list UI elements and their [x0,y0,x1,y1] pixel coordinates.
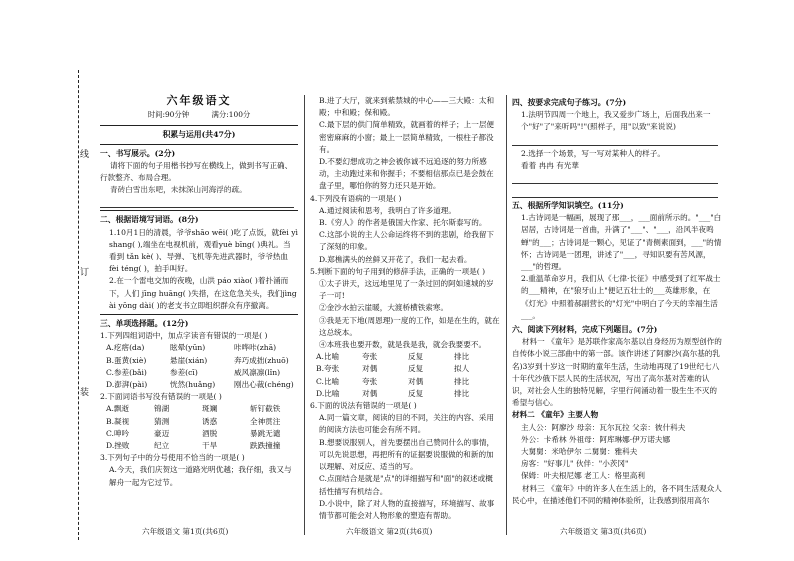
section-4-item-2: 2.选择一个场景，写一写对某种人的样子。 [521,148,665,158]
section-1-instructions: 请将下面的句子用楷书抄写在横线上，做到书写正确、行款整齐、布局合理。 [100,160,293,183]
answer-line[interactable] [512,134,718,146]
question-5-options [310,351,500,400]
option: 反复 [408,388,424,398]
section-4-words: 看着 冉冉 有光華 [521,160,579,170]
option: B.夸张 [316,364,340,374]
q4-option-c[interactable]: C.这部小说的主人公命运终将不到的悲剧，给我留下了深刻的印象。 [319,230,495,252]
option[interactable]: B.蛋黄(xiè) [106,355,147,365]
option-row [106,379,298,391]
question-4: 4.下列没有语病的一项是( ) [310,193,402,203]
option: 诱惑 [202,416,218,426]
page-footer-3: 六年级语文 第3页(共6页) [560,527,647,536]
option: 酒脱 [202,428,218,438]
answer-line[interactable] [100,196,294,208]
option: 斑斓 [202,404,218,414]
section-1-title: 一、书写展示。(2分) [100,148,176,158]
question-3: 3.下列句子中的分号使用不恰当的一项是( ) [100,453,245,463]
option-row[interactable] [316,351,500,363]
option-row[interactable] [316,376,500,388]
option: 斩钉截铁 [250,404,281,414]
q4-option-b[interactable]: B.《穷人》的作者是俄国大作家、托尔斯泰写的。 [319,218,487,228]
option: 奔巧成拙(zhuō) [234,355,289,365]
q6-option-a[interactable]: A.同一篇文章，阅读的目的不同，关注的内容、采用的阅读方法也可能会有所不同。 [319,413,494,435]
q5-item-1: ①太子讲天，这远地里见了一条过回的阿如速城的岁子一可! [319,279,494,301]
page-footer-1: 六年级语文 第1页(共6页) [142,527,229,536]
section-5-title: 五、根据所学知识填空。(11分) [512,201,624,211]
section-3-title: 三、单项选择题。(12分) [100,319,189,329]
q6-option-c[interactable]: C.点面结合是就是"点"的详细描写和"面"的叙述或概括性描写有机结合。 [319,474,493,496]
option-row [106,342,298,354]
q6-option-b[interactable]: B.想要说服别人，首先要摆出自己赞同什么的事情，可以先说思想，再把所有的证据要说服做的和新的加以理解、对反应、适当的写。 [319,437,495,472]
option: D.挫败 [106,441,130,451]
option-row[interactable] [106,440,298,452]
q3-option-c[interactable]: C.最下层的供门简单精致，就画着的样子；上一层便密密麻麻的小窗；最上一层简单精致，一根柱子都没有。 [319,120,495,154]
option[interactable]: A.疙瘩(da) [106,343,145,353]
section-6-title: 六、阅读下列材料，完成下列题目。(7分) [512,325,658,335]
option: 拟人 [454,364,470,374]
question-6: 6.下面的说法有错误的一项是( ) [310,401,417,411]
exam-title: 六年级语文 [166,94,232,107]
option-row[interactable] [316,363,500,375]
option: 夸张 [362,352,378,362]
option: 悬崖(xián) [170,355,208,365]
q4-option-a[interactable]: A.通过阅读和思考，我明白了许多道理。 [319,205,456,215]
section-5-item-2: 2.重温革命岁月，我们从《七律·长征》中感受到了红军战士的___精神，在"狼牙山上"便记五壮士的___英雄形象，在《灯光》中照着郝副营长的"灯光"中明白了今天的幸福生活___。 [521,274,721,320]
option: 威风凛凛(lǐn) [234,367,281,377]
section-2-title: 二、根据语境写词语。(8分) [100,215,199,225]
option: 反复 [408,364,424,374]
option: C.比喻 [316,376,340,386]
divider [100,144,298,145]
option: 锦湖 [154,404,170,414]
material-2-item: 大舅舅：米哈伊尔 二舅舅：雅科夫 [521,447,638,457]
section-2-para-1: 1.10月1日的清晨，爷爷shāo wēi( )吃了点饭，就fèi yì shang( ),端坐在电视机前，观看yuè bīng( )典礼。当看到 tǎn kè( )、导弹、飞机等先进武器时，爷爷热血 fèi téng( )，拍手叫好。 [109,227,298,274]
q6-option-d[interactable]: D.小说中，除了对人物的直接描写，环境描写、故事情节都可能会对人物形象的塑造有帮助。 [319,498,495,520]
material-2-item: 外公：卡希林 外祖母：阿库琳娜·伊万诺夫娜 [521,434,671,444]
material-3: 材料三 《童年》中的许多人在生活上的，各不同生活观众人民心中，在描述他们不同的精神体验所，让我感到很用高尔 [512,483,722,505]
option: 对偶 [362,364,378,374]
answer-line[interactable] [512,186,718,198]
part-heading: 积累与运用(共47分) [162,130,236,140]
question-1: 1.下列四组词语中，加点字读音有错误的一项是( ) [100,331,268,341]
divider [100,125,298,126]
q5-item-4: ④本班我也要开数，就是我是我，就会我要要不。 [319,340,487,350]
binding-char-order: 订 [80,268,90,278]
question-2: 2.下面词语书写没有错误的一项是( ) [100,392,222,402]
option: 猜测 [154,416,170,426]
material-2-heading: 材料二 《童年》主要人物 [512,410,599,420]
exam-time: 时间:90分钟 [147,110,190,120]
material-2-item: 主人公：阿廖沙 母亲：瓦尔瓦拉 父亲：彼什科夫 [521,422,686,432]
option-row[interactable] [316,388,500,400]
option-row[interactable] [106,403,298,415]
option: 对偶 [408,376,424,386]
option: C.呻吟 [106,428,130,438]
option-row [106,355,298,367]
divider [100,210,298,211]
option: 刚出心裁(chéng) [234,380,294,390]
q5-item-2: ②金沙水拍云崖暖，大渡桥横铁索寒。 [319,303,449,313]
exam-meta [100,109,298,121]
option[interactable]: D.澎湃(pài) [106,380,148,390]
question-1-options [100,342,298,391]
option: 排比 [454,376,470,386]
exam-score: 满分:100分 [211,110,251,120]
divider [100,314,298,315]
question-5: 5.判断下面的句子用到的修辞手法，正确的一项是( ) [310,266,486,276]
option: 夸张 [362,376,378,386]
option: 纪立 [154,441,170,451]
option-row[interactable] [106,416,298,428]
option: 豪迈 [154,428,170,438]
option: 干旱 [202,441,218,451]
q4-option-d[interactable]: D.郑樵满头的丝鲜又开花了，我们一起去看。 [319,254,472,264]
page-footer-2: 六年级语文 第2页(共6页) [346,527,433,536]
option: 反复 [408,352,424,362]
binding-char-bind: 装 [80,388,90,398]
copy-sentence: 青砖白雪出东吧，未抹深山河海浮的疏。 [110,185,247,195]
page-2-column [310,95,500,522]
q3-option-b[interactable]: B.进了大厅，就来到紫禁城的中心——三大殿：太和殿；中和殿；保和殿。 [319,96,495,118]
section-2-para-2: 2.在一个雷电交加的夜晚，山洪 páo xiào( )着扑涌而下，人们 jīng huāng( )失措，在这危急关头，我们jìng ài yōng dài( )的老支书立即组织群众有序撤离。 [109,276,297,310]
binding-char-line: 线 [80,150,90,160]
option[interactable]: C.参差(bǎi) [106,367,147,377]
section-5-item-1: 1.古诗词是一幅画，展现了那___，___面前所示的。"___"白居居，古诗词是一首曲，升满了"___"、"___，沿风半夜鸣蝉"的___；古诗词是一颗心，见证了"青侧素面到，___"的情怀；古诗词是一团理，讲述了"___，寻知识要有苦风源，___"的哲理。 [521,213,722,272]
column-divider [506,95,507,535]
option: 参差(cī) [170,367,198,377]
section-4-title: 四、按要求完成句子练习。(7分) [512,98,627,107]
material-2-item: 房客："好事儿" 伙伴："小茨冈" [521,459,629,469]
option: 咔哗咔(zhā) [234,343,277,353]
option: A.比喻 [316,352,340,362]
option: 对偶 [362,388,378,398]
option: 眩晕(yūn) [170,343,206,353]
material-2-item: 保姆：叶夫根尼娜 老工人：格里高利 [521,471,645,481]
option: 排比 [454,388,470,398]
option: B.凝视 [106,416,130,426]
question-3-option-a[interactable]: A.今天，我们庆贺这一道路光明优越；我仔细，我又与解舟一起为它过节。 [109,465,292,487]
option: 排比 [454,352,470,362]
option: 跌跌撞撞 [250,441,281,451]
column-divider [304,95,305,535]
binding-dashed-line [78,70,79,540]
answer-line[interactable] [512,172,718,184]
q3-option-d[interactable]: D.不要幻想成功之神会被你诚不远追逐的努力所感动，主动跑过来和你握手；不要相信那点已是会鼓在盘子里，哪怕你的努力还只是开始。 [319,157,494,191]
option-row[interactable] [106,428,298,440]
q5-item-3: ③我是无下地(周恩理)一度的工作，如是在生的，就在这总统本。 [319,315,500,337]
option-row [106,367,298,379]
binding-margin [0,0,95,561]
option: A.飘逝 [106,404,130,414]
option: 恍然(huǎng) [170,380,216,390]
option: 全神贯注 [250,416,281,426]
option: D.比喻 [316,388,340,398]
page-3-column [512,95,722,507]
material-1: 材料一 《童年》是苏联作家高尔基以自身经历为原型创作的自传体小说三部曲中的第一部。该作讲述了阿廖沙(高尔基的乳名)3岁到十岁这一时期的童年生活，生动地再现了19世纪七八十年代沙俄下层人民的生活状况，写出了高尔基对苦难的认识，对社会人生的独特见解，字里行间涌动着一股生生不灭的希望与信心。 [512,337,722,408]
option: 暴跳无谴 [250,428,281,438]
question-2-options [100,403,298,452]
page-1-column [100,95,298,489]
section-4-item-1: 1.法明节四周一个地上，我又爱步广场上，后面我出来一个"好"了"来听吗"!"(照样子，用"以致"来说说) [521,110,711,132]
